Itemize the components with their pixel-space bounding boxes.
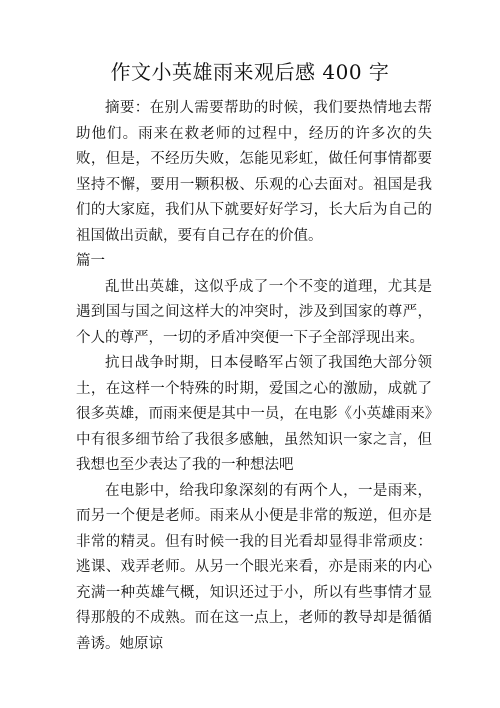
body-paragraph: 乱世出英雄，这似乎成了一个不变的道理，尤其是遇到国与国之间这样大的冲突时，涉及到国家的尊严，个人的尊严，一切的矛盾冲突便一下子全部浮现出来。 xyxy=(76,278,432,346)
body-paragraph: 抗日战争时期，日本侵略军占领了我国绝大部分领土，在这样一个特殊的时期，爱国之心的激励，成就了很多英雄，而雨来便是其中一员，在电影《小英雄雨来》中有很多细节给了我很多感触，虽然知识一家之言，但我想也至少表达了我的一种想法吧 xyxy=(76,355,432,473)
abstract-paragraph: 摘要：在别人需要帮助的时候，我们要热情地去帮助他们。雨来在救老师的过程中，经历的许多次的失败，但是，不经历失败，怎能见彩虹，做任何事情都要坚持不懈，要用一颗积极、乐观的心去面对。祖国是我们的大家庭，我们从下就要好好学习，长大后为自己的祖国做出贡献，要有自己存在的价值。 xyxy=(76,100,432,244)
document-body xyxy=(76,96,432,657)
document-title: 作文小英雄雨来观后感 400 字 xyxy=(110,60,390,84)
section-heading: 篇一 xyxy=(76,253,105,269)
body-paragraph: 在电影中，给我印象深刻的有两个人，一是雨来，而另一个便是老师。雨来从小便是非常的叛逆，但亦是非常的精灵。但有时候一我的目光看却显得非常顽皮：逃课、戏弄老师。从另一个眼光来看，亦是雨来的内心充满一种英雄气概，知识还过于小，所以有些事情才显得那般的不成熟。而在这一点上，老师的教导却是循循善诱。她原谅 xyxy=(76,482,432,652)
